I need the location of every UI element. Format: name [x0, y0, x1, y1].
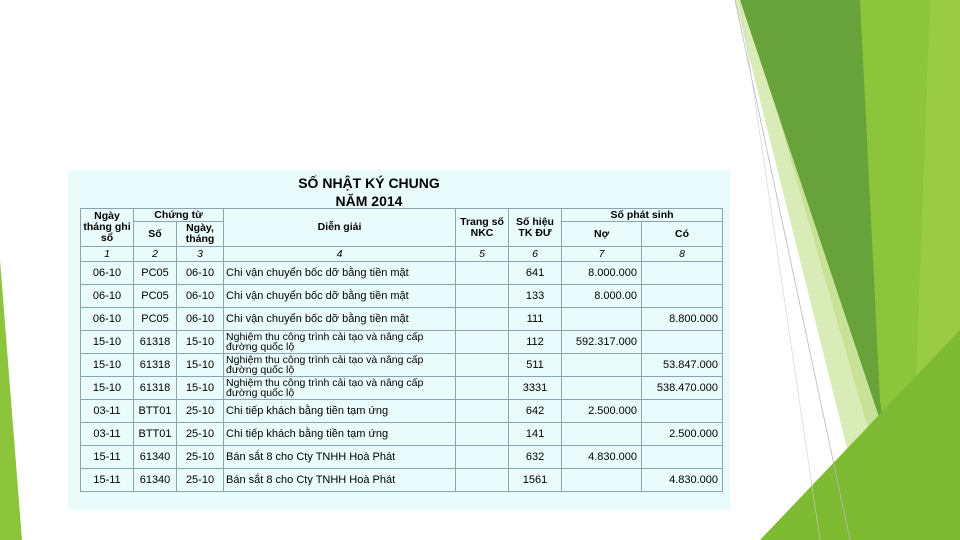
cell-ngay: 25-10	[177, 446, 224, 469]
table-row	[81, 446, 723, 469]
cell-so: BTT01	[134, 423, 177, 446]
cell-ngay: 15-10	[177, 354, 224, 377]
col-header-co: Có	[642, 222, 723, 247]
cell-co	[642, 285, 723, 308]
table-row	[81, 308, 723, 331]
cell-ngay-ghi: 03-11	[81, 400, 134, 423]
cell-ngay-ghi: 03-11	[81, 423, 134, 446]
cell-dien-giai: Chi tiếp khách bằng tiền tạm ứng	[224, 400, 456, 423]
column-index-row	[81, 247, 723, 262]
cell-tk: 641	[509, 262, 562, 285]
cell-trang	[456, 400, 509, 423]
journal-table	[80, 208, 723, 492]
col-header-ngay-ghi-so: Ngày tháng ghi sổ	[81, 209, 134, 247]
cell-co	[642, 400, 723, 423]
ledger-sheet	[68, 170, 730, 510]
cell-trang	[456, 308, 509, 331]
cell-trang	[456, 423, 509, 446]
cell-so: PC05	[134, 308, 177, 331]
cell-ngay-ghi: 06-10	[81, 262, 134, 285]
cell-co: 538.470.000	[642, 377, 723, 400]
cell-tk: 632	[509, 446, 562, 469]
cell-so: 61318	[134, 354, 177, 377]
cell-dien-giai: Chi vận chuyển bốc dỡ bằng tiền mặt	[224, 262, 456, 285]
left-green-wedge	[0, 260, 22, 540]
cell-co	[642, 262, 723, 285]
cell-co: 53.847.000	[642, 354, 723, 377]
cell-ngay: 15-10	[177, 331, 224, 354]
cell-no: 4.830.000	[562, 446, 642, 469]
ledger-title-line1: SỐ NHẬT KÝ CHUNG	[298, 175, 440, 191]
col-header-dien-giai: Diễn giải	[224, 209, 456, 247]
cell-no	[562, 469, 642, 492]
table-row	[81, 469, 723, 492]
table-row	[81, 285, 723, 308]
column-index-cell: 2	[134, 247, 177, 262]
cell-co: 8.800.000	[642, 308, 723, 331]
cell-ngay-ghi: 15-10	[81, 331, 134, 354]
cell-co: 2.500.000	[642, 423, 723, 446]
header-row-1	[81, 209, 723, 222]
column-index-cell: 4	[224, 247, 456, 262]
cell-no	[562, 423, 642, 446]
cell-trang	[456, 331, 509, 354]
cell-trang	[456, 446, 509, 469]
cell-dien-giai: Bán sắt 8 cho Cty TNHH Hoà Phát	[224, 469, 456, 492]
cell-tk: 111	[509, 308, 562, 331]
cell-tk: 642	[509, 400, 562, 423]
cell-ngay: 15-10	[177, 377, 224, 400]
cell-trang	[456, 354, 509, 377]
cell-tk: 141	[509, 423, 562, 446]
cell-dien-giai: Chi vận chuyển bốc dỡ bằng tiền mặt	[224, 285, 456, 308]
cell-no: 2.500.000	[562, 400, 642, 423]
ledger-title-line2: NĂM 2014	[335, 193, 403, 209]
cell-trang	[456, 285, 509, 308]
cell-dien-giai: Bán sắt 8 cho Cty TNHH Hoà Phát	[224, 446, 456, 469]
cell-dien-giai: Chi vận chuyển bốc dỡ bằng tiền mặt	[224, 308, 456, 331]
cell-ngay: 25-10	[177, 469, 224, 492]
cell-trang	[456, 469, 509, 492]
column-index-cell: 1	[81, 247, 134, 262]
column-index-cell: 5	[456, 247, 509, 262]
cell-no	[562, 354, 642, 377]
cell-so: 61340	[134, 469, 177, 492]
column-index-cell: 6	[509, 247, 562, 262]
cell-ngay: 06-10	[177, 262, 224, 285]
cell-tk: 112	[509, 331, 562, 354]
cell-ngay-ghi: 15-10	[81, 354, 134, 377]
cell-no	[562, 377, 642, 400]
table-row	[81, 262, 723, 285]
ledger-title	[68, 174, 730, 210]
col-header-so-hieu-tk: Số hiệu TK ĐƯ	[509, 209, 562, 247]
column-index-cell: 8	[642, 247, 723, 262]
cell-no: 592.317.000	[562, 331, 642, 354]
col-header-ngay-thang: Ngày, tháng	[177, 222, 224, 247]
table-row	[81, 377, 723, 400]
col-header-chung-tu: Chứng từ	[134, 209, 224, 222]
cell-so: BTT01	[134, 400, 177, 423]
cell-dien-giai: Nghiệm thu công trình cải tạo và nâng cấp đường quốc lộ	[224, 331, 456, 354]
cell-tk: 133	[509, 285, 562, 308]
cell-dien-giai: Nghiệm thu công trình cải tạo và nâng cấp đường quốc lộ	[224, 354, 456, 377]
cell-tk: 1561	[509, 469, 562, 492]
cell-tk: 3331	[509, 377, 562, 400]
cell-co	[642, 446, 723, 469]
table-row	[81, 400, 723, 423]
table-row	[81, 354, 723, 377]
cell-ngay-ghi: 15-11	[81, 469, 134, 492]
cell-so: 61340	[134, 446, 177, 469]
cell-co: 4.830.000	[642, 469, 723, 492]
cell-trang	[456, 377, 509, 400]
cell-no	[562, 308, 642, 331]
cell-dien-giai: Chi tiếp khách bằng tiền tạm ứng	[224, 423, 456, 446]
cell-so: 61318	[134, 377, 177, 400]
column-index-cell: 3	[177, 247, 224, 262]
cell-ngay: 06-10	[177, 285, 224, 308]
column-index-cell: 7	[562, 247, 642, 262]
cell-dien-giai: Nghiệm thu công trình cải tạo và nâng cấp đường quốc lộ	[224, 377, 456, 400]
cell-no: 8.000.00	[562, 285, 642, 308]
cell-ngay-ghi: 15-10	[81, 377, 134, 400]
cell-so: PC05	[134, 262, 177, 285]
cell-ngay-ghi: 15-11	[81, 446, 134, 469]
cell-co	[642, 331, 723, 354]
cell-ngay: 25-10	[177, 423, 224, 446]
cell-ngay: 25-10	[177, 400, 224, 423]
cell-trang	[456, 262, 509, 285]
col-header-so-phat-sinh: Số phát sinh	[562, 209, 723, 222]
table-row	[81, 331, 723, 354]
table-row	[81, 423, 723, 446]
cell-tk: 511	[509, 354, 562, 377]
col-header-trang-so-nkc: Trang số NKC	[456, 209, 509, 247]
cell-no: 8.000.000	[562, 262, 642, 285]
col-header-so: Số	[134, 222, 177, 247]
cell-ngay: 06-10	[177, 308, 224, 331]
col-header-no: Nợ	[562, 222, 642, 247]
cell-ngay-ghi: 06-10	[81, 308, 134, 331]
cell-so: 61318	[134, 331, 177, 354]
cell-ngay-ghi: 06-10	[81, 285, 134, 308]
cell-so: PC05	[134, 285, 177, 308]
